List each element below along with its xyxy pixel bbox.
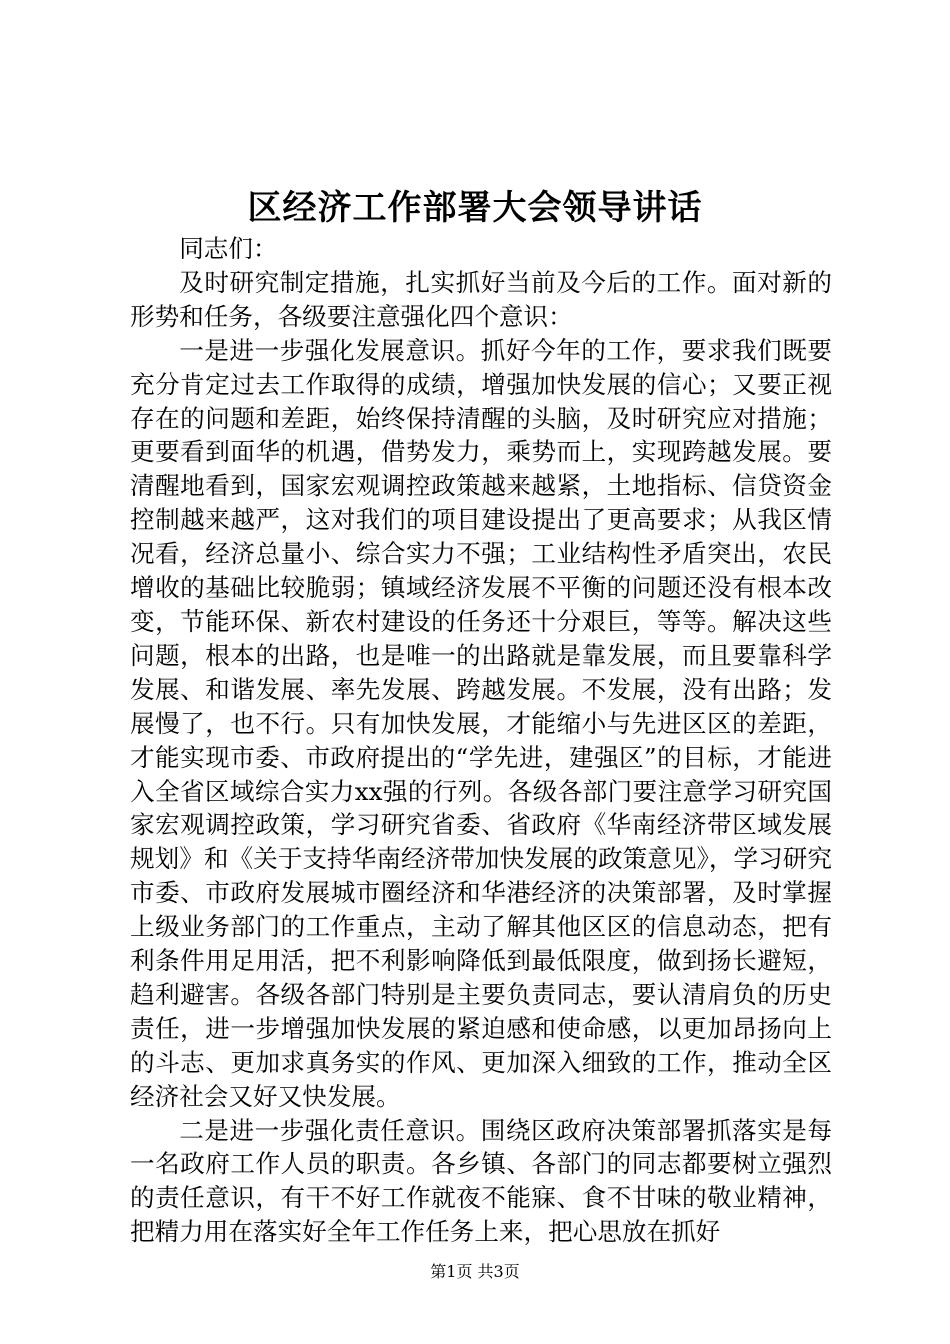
document-title: 区经济工作部署大会领导讲话 xyxy=(247,188,703,228)
page-number-footer: 第1页 共3页 xyxy=(430,1262,520,1281)
paragraph-intro: 及时研究制定措施，扎实抓好当前及今后的工作。面对新的形势和任务，各级要注意强化四个意识： xyxy=(130,267,832,331)
document-body xyxy=(130,232,832,1249)
paragraph-development-awareness: 一是进一步强化发展意识。抓好今年的工作，要求我们既要充分肯定过去工作取得的成绩，增强加快发展的信心；又要正视存在的问题和差距，始终保持清醒的头脑，及时研究应对措施；更要看到面华的机遇，借势发力，乘势而上，实现跨越发展。要清醒地看到，国家宏观调控政策越来越紧，土地指标、信贷资金控制越来越严，这对我们的项目建设提出了更高要求；从我区情况看，经济总量小、综合实力不强；工业结构性矛盾突出，农民增收的基础比较脆弱；镇域经济发展不平衡的问题还没有根本改变，节能环保、新农村建设的任务还十分艰巨，等等。解决这些问题，根本的出路，也是唯一的出路就是靠发展，而且要靠科学发展、和谐发展、率先发展、跨越发展。不发展，没有出路；发展慢了，也不行。只有加快发展，才能缩小与先进区区的差距，才能实现市委、市政府提出的“学先进，建强区”的目标，才能进入全省区域综合实力xx强的行列。各级各部门要注意学习研究国家宏观调控政策，学习研究省委、省政府《华南经济带区域发展规划》和《关于支持华南经济带加快发展的政策意见》，学习研究市委、市政府发展城市圈经济和华港经济的决策部署，及时掌握上级业务部门的工作重点，主动了解其他区区的信息动态，把有利条件用足用活，把不利影响降低到最低限度，做到扬长避短，趋利避害。各级各部门特别是主要负责同志，要认清肩负的历史责任，进一步增强加快发展的紧迫感和使命感，以更加昂扬向上的斗志、更加求真务实的作风、更加深入细致的工作，推动全区经济社会又好又快发展。 xyxy=(130,335,832,1111)
paragraph-salutation: 同志们： xyxy=(179,234,278,263)
paragraph-responsibility-awareness: 二是进一步强化责任意识。围绕区政府决策部署抓落实是每一名政府工作人员的职责。各乡镇、各部门的同志都要树立强烈的责任意识，有干不好工作就夜不能寐、食不甘味的敬业精神，把精力用在落实好全年工作任务上来，把心思放在抓好 xyxy=(130,1115,832,1247)
